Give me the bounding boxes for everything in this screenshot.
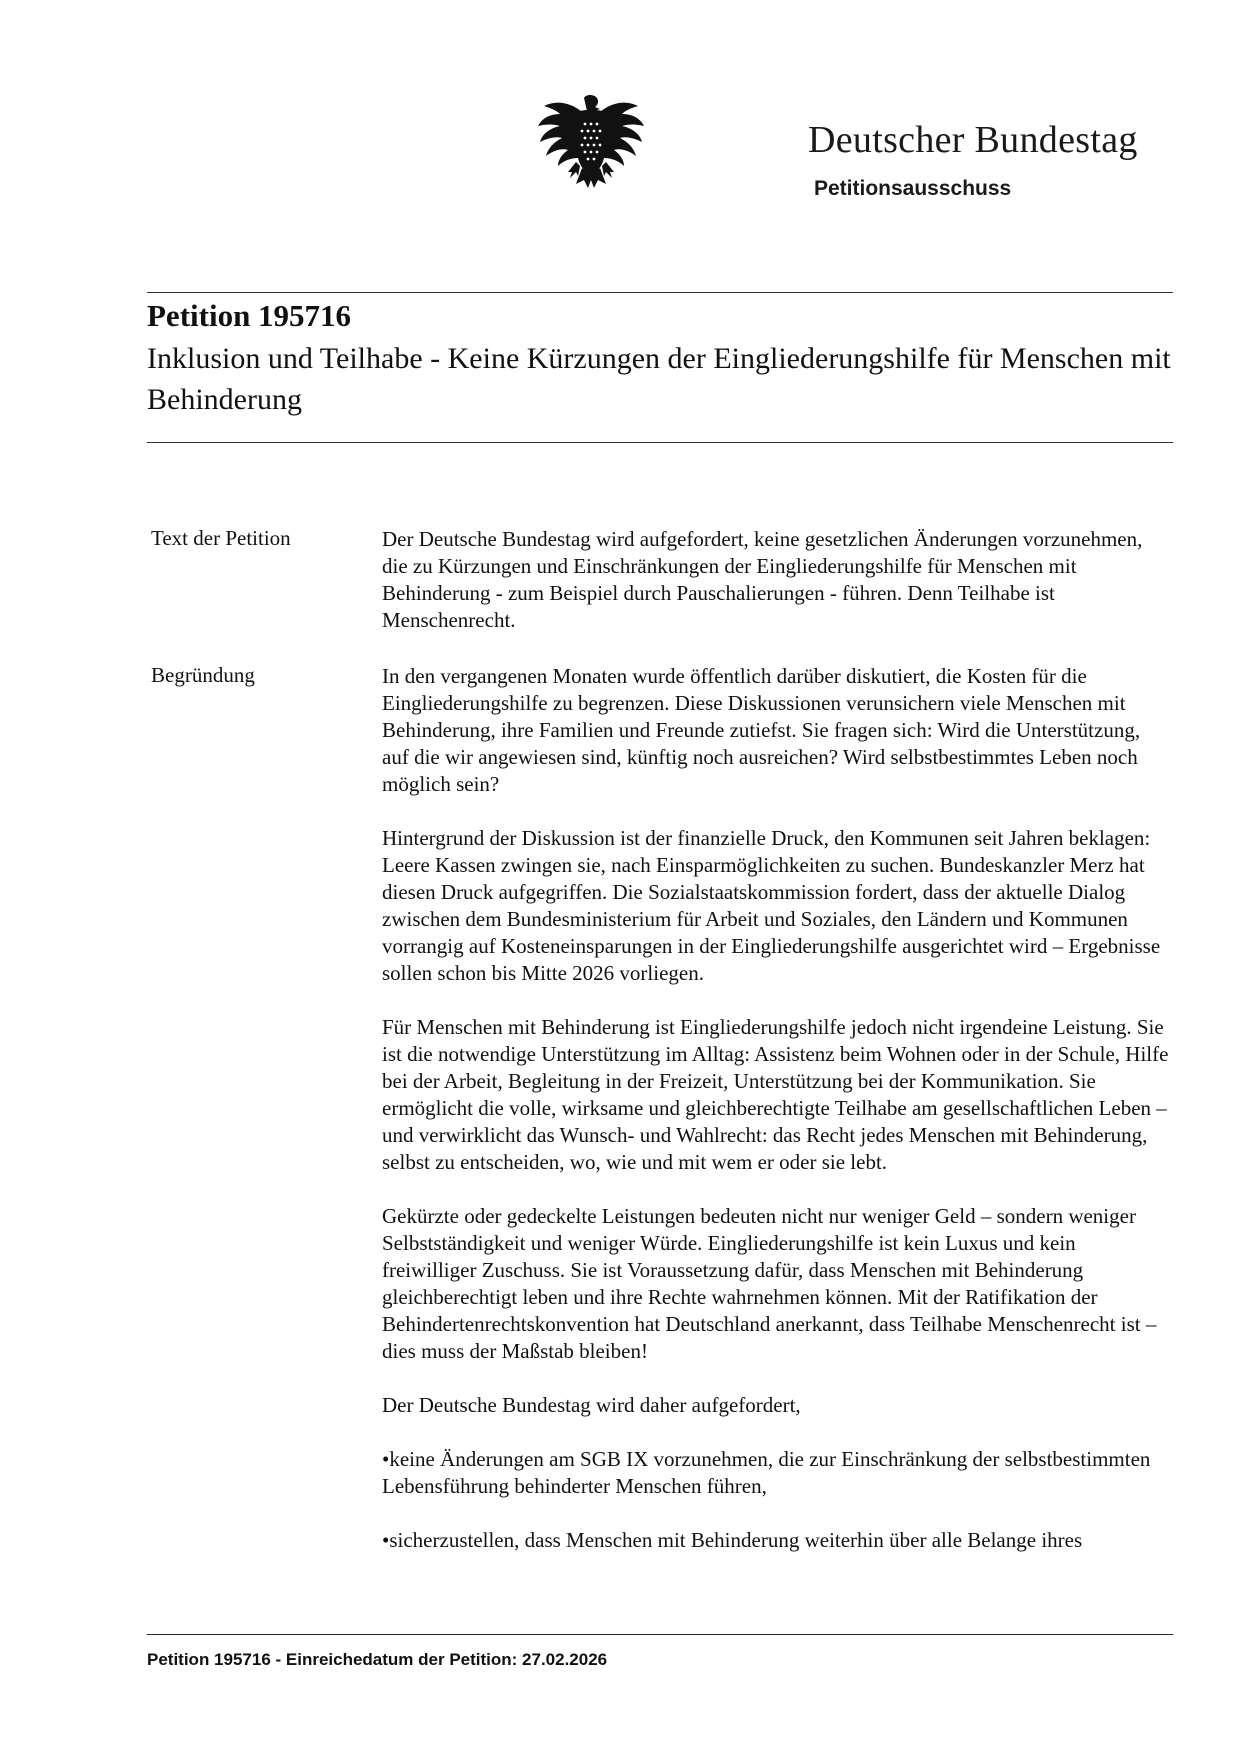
title-divider [147,442,1173,443]
section-body-text [382,526,1172,661]
paragraph: In den vergangenen Monaten wurde öffentlich darüber diskutiert, die Kosten für die Eingliederungshilfe zu begrenzen. Diese Diskussionen verunsichern viele Menschen mit Behinderung, ihre Familien und Freunde zutiefst. Sie fragen sich: Wird die Unterstützung, auf die wir angewiesen sind, künftig noch ausreichen? Wird selbstbestimmtes Leben noch möglich sein? [382,664,1141,796]
footer-text: Petition 195716 - Einreichedatum der Petition: 27.02.2026 [147,1650,608,1669]
paragraph: Gekürzte oder gedeckelte Leistungen bedeuten nicht nur weniger Geld – sondern weniger Selbstständigkeit und weniger Würde. Eingliederungshilfe ist kein Luxus und kein freiwilliger Zuschuss. Sie ist Voraussetzung dafür, dass Menschen mit Behinderung gleichberechtigt leben und ihre Rechte wahrnehmen können. Mit der Ratifikation der Behindertenrechtskonvention hat Deutschland anerkannt, dass Teilhabe Menschenrecht ist – dies muss der Maßstab bleiben! [382,1204,1157,1363]
paragraph: Der Deutsche Bundestag wird daher aufgefordert, [382,1393,801,1417]
federal-eagle-icon [536,92,646,192]
petition-number: Petition 195716 [147,298,352,333]
top-divider [147,292,1173,293]
committee-name: Petitionsausschuss [814,177,1012,200]
institution-name: Deutscher Bundestag [808,119,1138,161]
section-label-text: Text der Petition [151,526,291,550]
section-label-reasoning: Begründung [151,663,255,687]
section-body-reasoning [382,663,1172,1581]
paragraph: Der Deutsche Bundestag wird aufgefordert, keine gesetzlichen Änderungen vorzunehmen, die zu Kürzungen und Einschränkungen der Eingliederungshilfe für Menschen mit Behinderung - zum Beispiel durch Pauschalierungen - führen. Denn Teilhabe ist Menschenrecht. [382,527,1143,632]
petition-title: Inklusion und Teilhabe - Keine Kürzungen der Eingliederungshilfe für Menschen mit Behinderung [147,342,1171,416]
footer-divider [147,1634,1173,1635]
bullet-item: •sicherzustellen, dass Menschen mit Behinderung weiterhin über alle Belange ihres [382,1528,1083,1552]
paragraph: Für Menschen mit Behinderung ist Eingliederungshilfe jedoch nicht irgendeine Leistung. Sie ist die notwendige Unterstützung im Alltag: Assistenz beim Wohnen oder in der Schule, Hilfe bei der Arbeit, Begleitung in der Freizeit, Unterstützung bei der Kommunikation. Sie ermöglicht die volle, wirksame und gleichberechtigte Teilhabe am gesellschaftlichen Leben – und verwirklicht das Wunsch- und Wahlrecht: das Recht jedes Menschen mit Behinderung, selbst zu entscheiden, wo, wie und mit wem er oder sie lebt. [382,1015,1169,1174]
paragraph: Hintergrund der Diskussion ist der finanzielle Druck, den Kommunen seit Jahren beklagen: Leere Kassen zwingen sie, nach Einsparmöglichkeiten zu suchen. Bundeskanzler Merz hat diesen Druck aufgegriffen. Die Sozialstaatskommission fordert, dass der aktuelle Dialog zwischen dem Bundesministerium für Arbeit und Soziales, den Ländern und Kommunen vorrangig auf Kosteneinsparungen in der Eingliederungshilfe ausgerichtet wird – Ergebnisse sollen schon bis Mitte 2026 vorliegen. [382,826,1161,985]
bullet-item: •keine Änderungen am SGB IX vorzunehmen, die zur Einschränkung der selbstbestimmten Lebensführung behinderter Menschen führen, [382,1447,1151,1498]
